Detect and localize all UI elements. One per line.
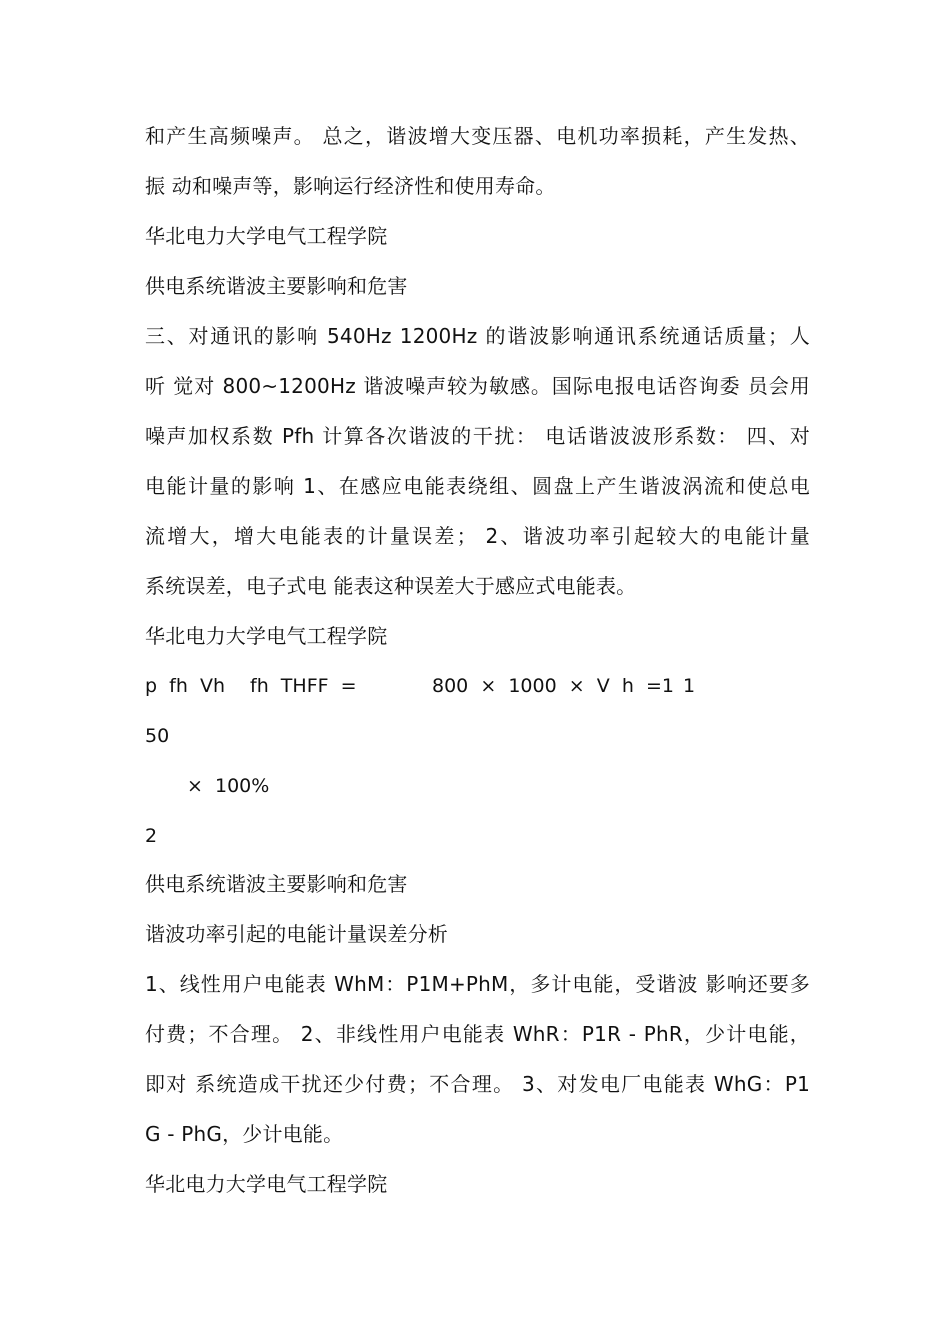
paragraph-line: 流增大，增大电能表的计量误差； 2、谐波功率引起较大的电能计量 — [145, 524, 810, 548]
paragraph-line: 系统误差，电子式电 能表这种误差大于感应式电能表。 — [145, 574, 637, 598]
paragraph-line: 电能计量的影响 1、在感应电能表绕组、圆盘上产生谐波涡流和使总电 — [145, 474, 810, 498]
paragraph-line: G - PhG，少计电能。 — [145, 1122, 344, 1146]
paragraph-line: 三、对通讯的影响 540Hz 1200Hz 的谐波影响通讯系统通话质量；人 — [145, 324, 810, 348]
section-heading: 供电系统谐波主要影响和危害 — [145, 872, 408, 896]
paragraph-line: 即对 系统造成干扰还少付费；不合理。 3、对发电厂电能表 WhG：P1 — [145, 1072, 810, 1096]
formula-part: 1 — [683, 675, 696, 697]
paragraph-line: 付费；不合理。 2、非线性用户电能表 WhR：P1R - PhR，少计电能， — [145, 1022, 810, 1046]
formula-part: fh THFF = — [250, 675, 357, 697]
paragraph-line: 听 觉对 800~1200Hz 谐波噪声较为敏感。国际电报电话咨询委 员会用 — [145, 374, 810, 398]
section-heading: 供电系统谐波主要影响和危害 — [145, 274, 408, 298]
formula-part: p fh Vh — [145, 675, 225, 697]
section-footer: 华北电力大学电气工程学院 — [145, 224, 388, 248]
paragraph-line: 噪声加权系数 Pfh 计算各次谐波的干扰： 电话谐波波形系数： 四、对 — [145, 424, 810, 448]
paragraph-line: 1、线性用户电能表 WhM：P1M+PhM，多计电能，受谐波 影响还要多 — [145, 972, 810, 996]
formula-part: 800 × 1000 × V h =1 — [432, 675, 674, 697]
section-heading: 谐波功率引起的电能计量误差分析 — [145, 922, 448, 946]
formula-line: 2 — [145, 825, 158, 847]
section-footer: 华北电力大学电气工程学院 — [145, 624, 388, 648]
formula-line: × 100% — [187, 775, 270, 797]
formula-line: 50 — [145, 725, 170, 747]
paragraph-line: 和产生高频噪声。 总之，谐波增大变压器、电机功率损耗，产生发热、 — [145, 124, 810, 148]
paragraph-line: 振 动和噪声等，影响运行经济性和使用寿命。 — [145, 174, 556, 198]
section-footer: 华北电力大学电气工程学院 — [145, 1172, 388, 1196]
